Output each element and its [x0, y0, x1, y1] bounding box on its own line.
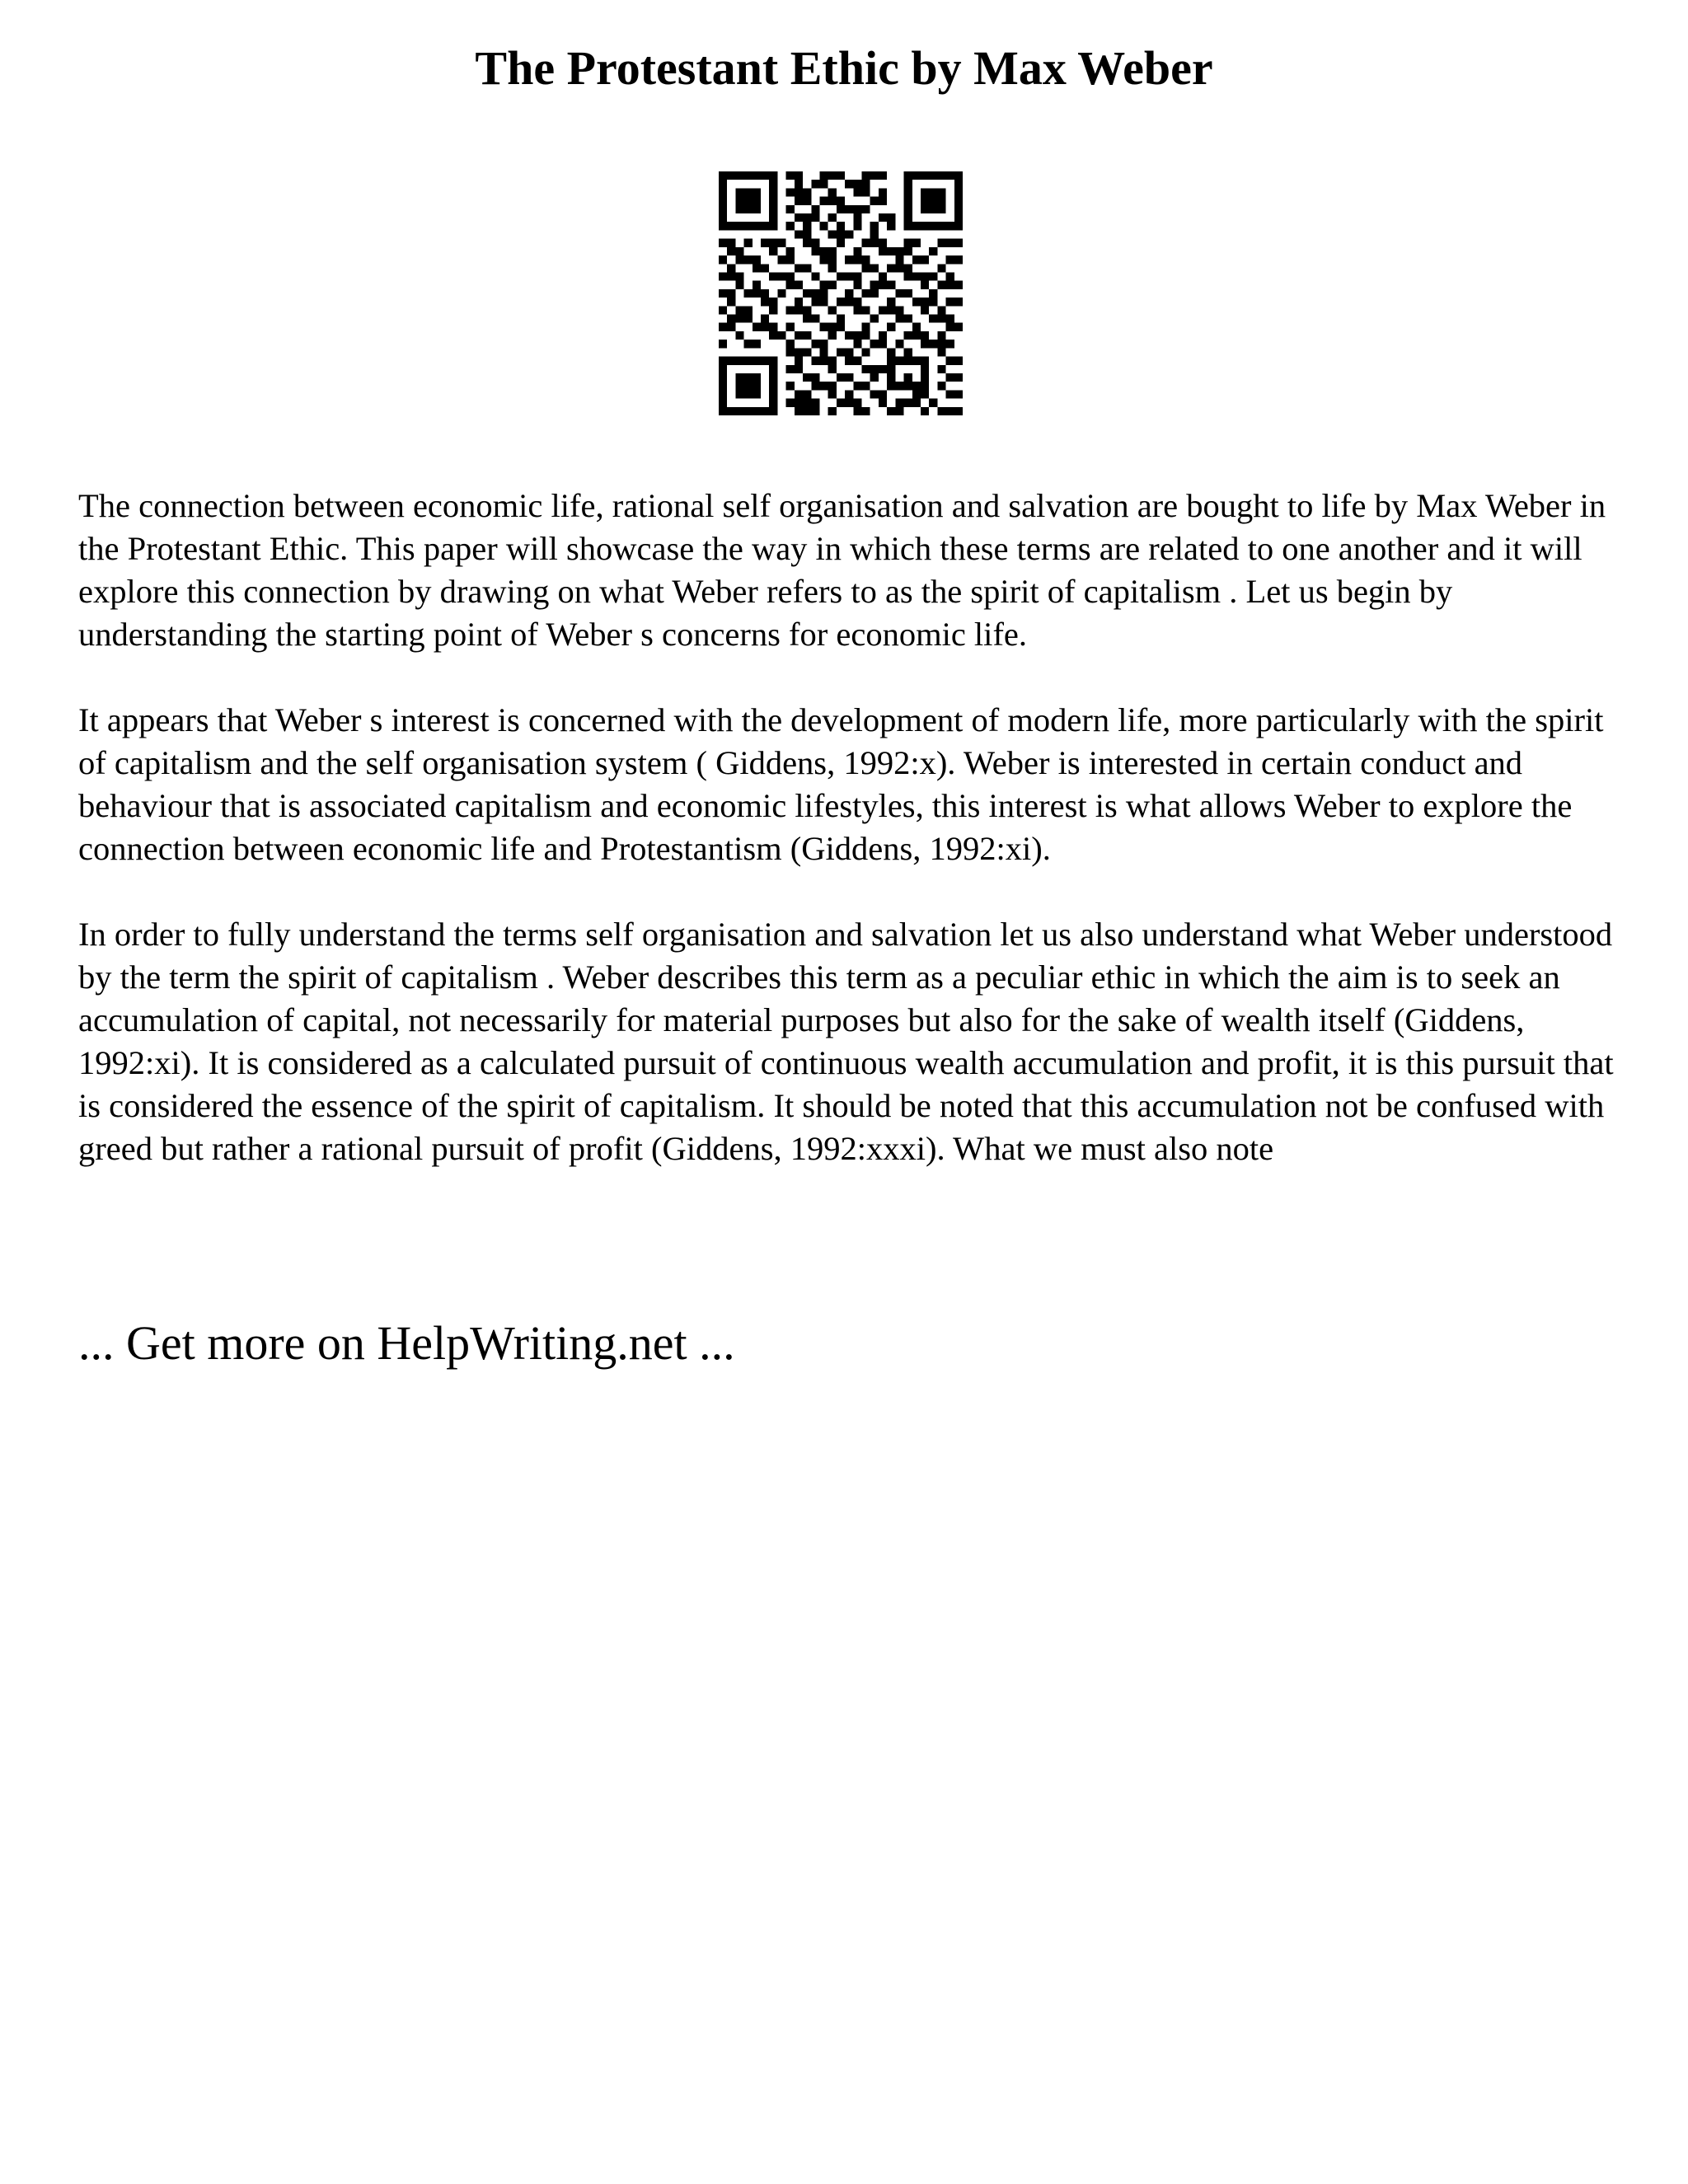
- paragraph-3: In order to fully understand the terms self organisation and salvation let us also understand what Weber understood by the term the spirit of capitalism . Weber describes this term as a peculiar ethic in which the aim is to seek an accumulation of capital, not necessarily for material purposes but also for the sake of wealth itself (Giddens, 1992:xi). It is considered as a calculated pursuit of continuous wealth accumulation and profit, it is this pursuit that is considered the essence of the spirit of capitalism. It should be noted that this accumulation not be confused with greed but rather a rational pursuit of profit (Giddens, 1992:xxxi). What we must also note: [78, 916, 1614, 1167]
- qr-code-graphic: [719, 171, 963, 415]
- paragraph-2: It appears that Weber s interest is concerned with the development of modern life, more particularly with the spirit of capitalism and the self organisation system ( Giddens, 1992:x). Weber is interested in certain conduct and behaviour that is associated capitalism and economic lifestyles, this interest is what allows Weber to explore the connection between economic life and Protestantism (Giddens, 1992:xi).: [78, 701, 1604, 867]
- page-title: The Protestant Ethic by Max Weber: [475, 41, 1213, 95]
- qr-code-icon: [719, 171, 963, 415]
- get-more-link[interactable]: ... Get more on HelpWriting.net ...: [78, 1316, 735, 1370]
- paragraph-1: The connection between economic life, rational self organisation and salvation are bought to life by Max Weber in the Protestant Ethic. This paper will showcase the way in which these terms are related to one another and it will explore this connection by drawing on what Weber refers to as the spirit of capitalism . Let us begin by understanding the starting point of Weber s concerns for economic life.: [78, 487, 1606, 653]
- essay-body: [78, 485, 1628, 1213]
